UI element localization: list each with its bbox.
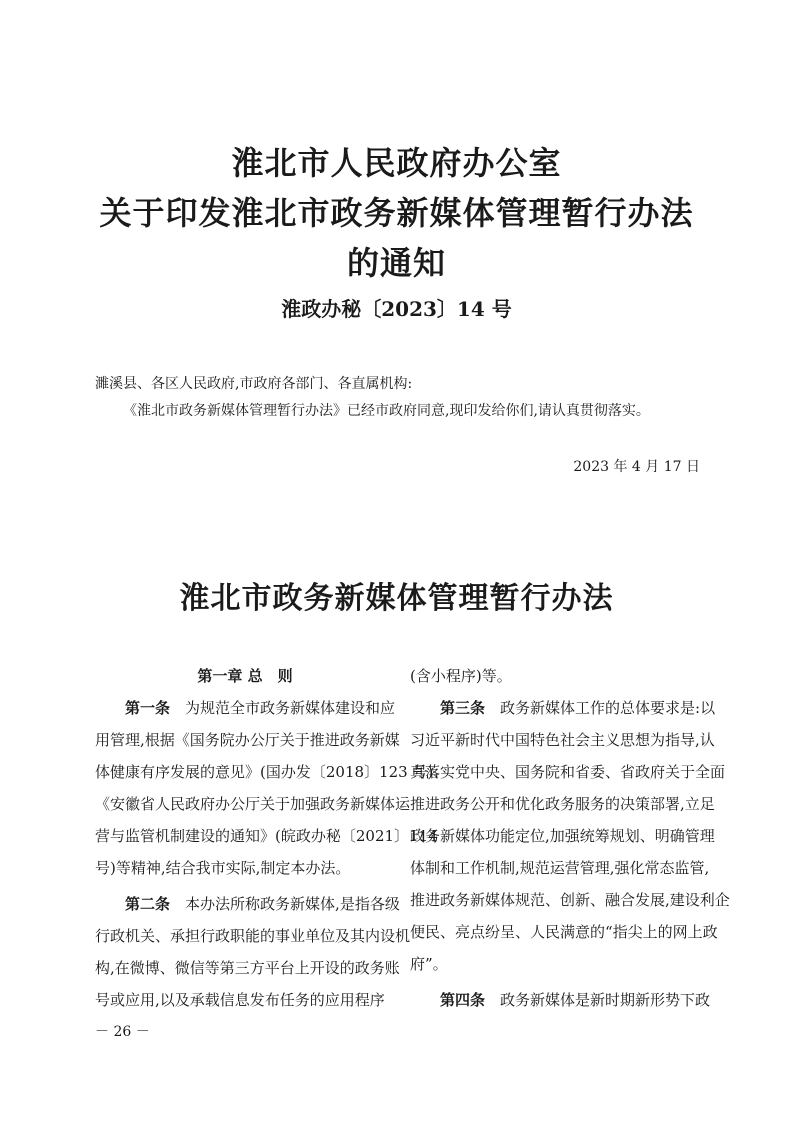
article-3-line: [410, 692, 716, 724]
article-1-line: 号)等精神,结合我市实际,制定本办法。: [95, 859, 351, 877]
article-2-text: 本办法所称政务新媒体,是指各级: [185, 895, 400, 913]
notice-date: 2023 年 4 月 17 日: [573, 459, 700, 475]
article-3-line: 推进政务新媒体规范、创新、融合发展,建设利企: [410, 891, 730, 909]
article-2-line: [95, 888, 400, 920]
notice-title-line-1: 淮北市人民政府办公室: [231, 144, 562, 182]
article-2-line: 行政机关、承担行政职能的事业单位及其内设机: [95, 927, 411, 945]
notice-title-line-2: 关于印发淮北市政务新媒体管理暂行办法: [99, 194, 694, 232]
document-number: 淮政办秘〔2023〕14 号: [281, 297, 512, 321]
right-column: [410, 660, 730, 1016]
chapter-heading: 第一章 总 则: [197, 667, 293, 685]
article-1-line: 营与监管机制建设的通知》(皖政办秘〔2021〕114: [95, 827, 438, 845]
article-3-text: 政务新媒体工作的总体要求是:以: [500, 699, 716, 717]
article-1-line: 《安徽省人民政府办公厅关于加强政务新媒体运: [95, 795, 411, 813]
article-3-line: 便民、亮点纷呈、人民满意的“指尖上的网上政: [410, 923, 718, 941]
article-3-line: 推进政务公开和优化政务服务的决策部署,立足: [410, 795, 715, 813]
article-3-line: 府”。: [410, 955, 448, 973]
article-2-label: 第二条: [125, 895, 171, 913]
article-2-line: 构,在微博、微信等第三方平台上开设的政务账: [95, 959, 400, 977]
measures-title: 淮北市政务新媒体管理暂行办法: [179, 581, 614, 616]
article-4-text: 政务新媒体是新时期新形势下政: [500, 991, 711, 1009]
article-2-continuation: (含小程序)等。: [410, 667, 512, 685]
page-number: － 26 －: [95, 1024, 150, 1040]
article-3-label: 第三条: [440, 699, 486, 717]
article-1-line: [95, 692, 395, 724]
article-4-line: [410, 984, 710, 1016]
notice-title-line-3: 的通知: [346, 244, 446, 282]
left-column: [95, 660, 449, 1016]
article-4-label: 第四条: [440, 991, 486, 1009]
article-3-line: 政务新媒体功能定位,加强统筹规划、明确管理: [410, 827, 715, 845]
article-3-line: 体制和工作机制,规范运营管理,强化常态监管,: [410, 859, 710, 877]
notice-body: 《淮北市政务新媒体管理暂行办法》已经市政府同意,现印发给你们,请认真贯彻落实。: [123, 403, 650, 419]
article-3-line: 真落实党中央、国务院和省委、省政府关于全面: [410, 763, 726, 781]
article-1-line: 体健康有序发展的意见》(国办发〔2018〕123 号)、: [95, 763, 449, 781]
article-3-line: 习近平新时代中国特色社会主义思想为指导,认: [410, 731, 715, 749]
article-2-line: 号或应用,以及承载信息发布任务的应用程序: [95, 991, 385, 1009]
notice-addressees: 濉溪县、各区人民政府,市政府各部门、各直属机构:: [95, 376, 413, 392]
article-1-label: 第一条: [125, 699, 171, 717]
article-1-text: 为规范全市政务新媒体建设和应: [185, 699, 396, 717]
article-1-line: 用管理,根据《国务院办公厅关于推进政务新媒: [95, 731, 400, 749]
